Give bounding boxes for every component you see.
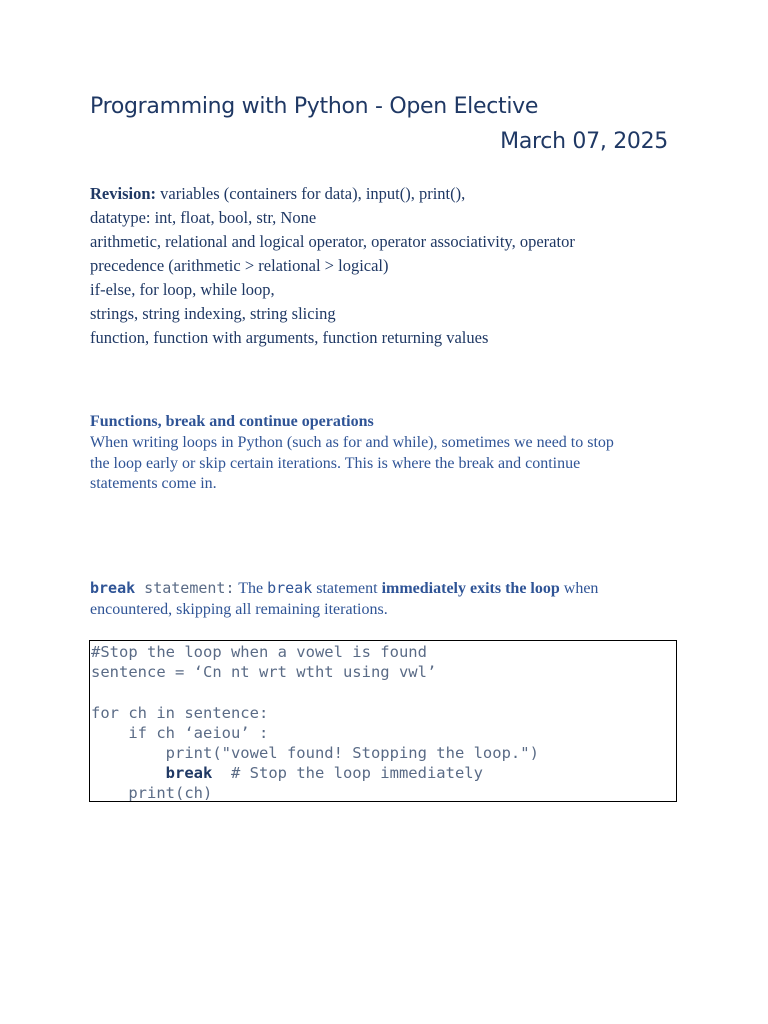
section-body xyxy=(90,433,690,495)
code-line: for ch in sentence: xyxy=(91,703,269,722)
revision-line: if-else, for loop, while loop, xyxy=(90,280,275,299)
code-line-blank xyxy=(91,682,676,702)
break-paragraph-line-2: encountered, skipping all remaining iterations. xyxy=(90,601,388,618)
document-title: Programming with Python - Open Elective xyxy=(90,94,539,119)
code-line: sentence = ‘Cn nt wrt wtht using vwl’ xyxy=(91,663,437,682)
code-block xyxy=(89,640,677,802)
revision-line: arithmetic, relational and logical operator, operator associativity, operator xyxy=(90,232,575,251)
revision-line: precedence (arithmetic > relational > logical) xyxy=(90,256,389,275)
code-line: print("vowel found! Stopping the loop.") xyxy=(91,743,539,762)
code-break-keyword: break xyxy=(165,764,213,783)
revision-line: datatype: int, float, bool, str, None xyxy=(90,208,317,227)
code-line: print(ch) xyxy=(91,784,213,803)
emphasis-text: immediately exits the loop xyxy=(381,580,560,597)
break-paragraph-line-1 xyxy=(90,578,690,599)
code-break-comment: # Stop the loop immediately xyxy=(212,764,483,783)
revision-line-1 xyxy=(90,182,690,206)
text-statement: statement xyxy=(312,580,382,597)
break-keyword: break xyxy=(90,579,136,597)
code-line-break xyxy=(91,763,676,783)
statement-label: statement: xyxy=(135,579,235,597)
text-the: The xyxy=(234,580,268,597)
section-body-line: When writing loops in Python (such as for and while), sometimes we need to stop xyxy=(90,434,614,451)
text-when: when xyxy=(559,580,599,597)
revision-line: function, function with arguments, function returning values xyxy=(90,328,489,347)
section-body-line: the loop early or skip certain iterations. This is where the break and continue xyxy=(90,454,581,472)
code-line: if ch ‘aeiou’ : xyxy=(91,723,269,742)
revision-label: Revision: xyxy=(90,184,156,203)
document-date: March 07, 2025 xyxy=(500,129,668,154)
revision-line: strings, string indexing, string slicing xyxy=(90,304,336,323)
code-indent xyxy=(91,764,166,782)
code-line: #Stop the loop when a vowel is found xyxy=(91,643,427,661)
inline-break-keyword: break xyxy=(267,579,313,597)
revision-first-line-text: variables (containers for data), input(), print(), xyxy=(156,184,466,203)
break-statement-paragraph xyxy=(90,578,690,620)
section-body-line: statements come in. xyxy=(90,475,217,492)
section-heading: Functions, break and continue operations xyxy=(90,413,374,430)
revision-section xyxy=(90,182,690,350)
